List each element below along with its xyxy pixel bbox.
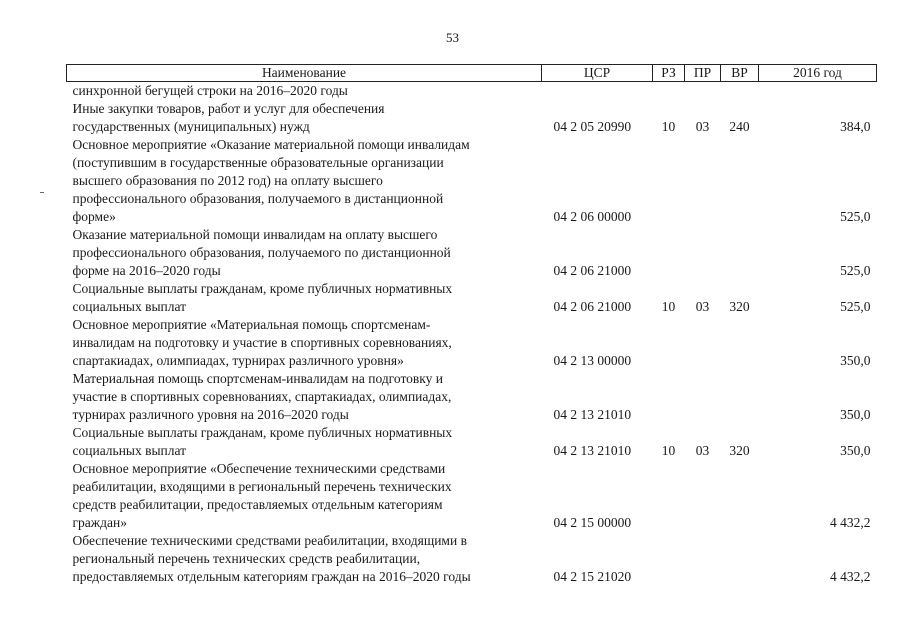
row-name-line: профессионального образования, получаемого по дистанционной (72, 245, 451, 260)
row-amount: 350,0 (840, 407, 871, 422)
row-vr (721, 226, 759, 280)
budget-table (66, 64, 877, 586)
table-row (67, 532, 877, 586)
row-vr (721, 532, 759, 586)
row-name-line: Основное мероприятие «Оказание материальной помощи инвалидам (72, 137, 470, 152)
row-pr (685, 226, 721, 280)
scan-artifact (40, 192, 44, 193)
row-vr (721, 316, 759, 370)
row-csr: 04 2 13 00000 (553, 353, 632, 368)
row-name (67, 100, 542, 136)
row-name (67, 136, 542, 226)
row-vr (721, 82, 759, 101)
row-name-line: профессионального образования, получаемого в дистанционной (72, 191, 444, 206)
row-name-line: форме на 2016–2020 годы (72, 263, 221, 278)
row-amount: 525,0 (840, 299, 871, 314)
row-name-line: форме» (72, 209, 116, 224)
row-vr: 320 (729, 443, 750, 458)
row-rz: 10 (661, 443, 676, 458)
row-amount: 384,0 (840, 119, 871, 134)
row-name-line: инвалидам на подготовку и участие в спортивных соревнованиях, (72, 335, 452, 350)
row-pr (685, 136, 721, 226)
row-pr (685, 532, 721, 586)
row-rz (653, 460, 685, 532)
row-name-line: Социальные выплаты гражданам, кроме публичных нормативных (72, 425, 453, 440)
row-vr (721, 370, 759, 424)
row-vr (721, 460, 759, 532)
row-name-line: социальных выплат (72, 299, 187, 314)
row-rz (653, 82, 685, 101)
row-name-line: синхронной бегущей строки на 2016–2020 годы (72, 83, 348, 98)
row-name-line: государственных (муниципальных) нужд (72, 119, 310, 134)
row-name-line: Обеспечение техническими средствами реабилитации, входящими в (72, 533, 467, 548)
row-name-line: граждан» (72, 515, 127, 530)
table-row (67, 280, 877, 316)
row-pr (685, 316, 721, 370)
row-vr (721, 136, 759, 226)
row-rz (653, 226, 685, 280)
row-csr: 04 2 15 00000 (553, 515, 632, 530)
header-rz: РЗ (653, 65, 685, 82)
row-rz (653, 316, 685, 370)
row-name (67, 424, 542, 460)
row-name-line: средств реабилитации, предоставляемых отдельным категориям (72, 497, 443, 512)
row-amount: 4 432,2 (830, 515, 871, 530)
row-amount: 4 432,2 (830, 569, 871, 584)
row-name-line: Основное мероприятие «Обеспечение техническими средствами (72, 461, 446, 476)
row-rz (653, 136, 685, 226)
row-name (67, 82, 542, 101)
row-vr: 240 (729, 119, 750, 134)
row-rz (653, 532, 685, 586)
header-csr: ЦСР (542, 65, 653, 82)
table-row (67, 100, 877, 136)
row-name-line: высшего образования по 2012 год) на оплату высшего (72, 173, 383, 188)
row-name (67, 460, 542, 532)
row-amount: 525,0 (840, 209, 871, 224)
table-row (67, 226, 877, 280)
row-amount: 350,0 (840, 353, 871, 368)
table-row (67, 424, 877, 460)
row-csr: 04 2 06 00000 (553, 209, 632, 224)
row-csr (542, 82, 653, 101)
row-csr: 04 2 13 21010 (553, 407, 632, 422)
table-row (67, 460, 877, 532)
row-pr (685, 370, 721, 424)
row-name-line: предоставляемых отдельным категориям граждан на 2016–2020 годы (72, 569, 471, 584)
row-name-line: Иные закупки товаров, работ и услуг для обеспечения (72, 101, 385, 116)
row-csr: 04 2 05 20990 (553, 119, 632, 134)
row-pr: 03 (695, 299, 710, 314)
row-name (67, 226, 542, 280)
row-name-line: Материальная помощь спортсменам-инвалидам на подготовку и (72, 371, 444, 386)
row-pr: 03 (695, 119, 710, 134)
row-rz: 10 (661, 299, 676, 314)
row-csr: 04 2 15 21020 (553, 569, 632, 584)
row-amount (759, 82, 877, 101)
table-header-row (67, 65, 877, 82)
row-name-line: региональный перечень технических средств реабилитации, (72, 551, 421, 566)
header-vr: ВР (721, 65, 759, 82)
row-pr: 03 (695, 443, 710, 458)
row-name (67, 370, 542, 424)
row-name-line: турнирах различного уровня на 2016–2020 годы (72, 407, 349, 422)
table-row (67, 370, 877, 424)
row-name-line: реабилитации, входящими в региональный перечень технических (72, 479, 452, 494)
row-rz (653, 370, 685, 424)
row-name-line: социальных выплат (72, 443, 187, 458)
row-name-line: участие в спортивных соревнованиях, спартакиадах, олимпиадах, (72, 389, 452, 404)
row-amount: 350,0 (840, 443, 871, 458)
row-pr (685, 460, 721, 532)
row-name (67, 280, 542, 316)
row-csr: 04 2 13 21010 (553, 443, 632, 458)
row-name-line: (поступившим в государственные образовательные организации (72, 155, 444, 170)
row-csr: 04 2 06 21000 (553, 263, 632, 278)
page-number: 53 (446, 30, 459, 45)
row-name (67, 316, 542, 370)
row-name-line: Оказание материальной помощи инвалидам на оплату высшего (72, 227, 438, 242)
row-amount: 525,0 (840, 263, 871, 278)
row-name-line: Социальные выплаты гражданам, кроме публичных нормативных (72, 281, 453, 296)
row-csr: 04 2 06 21000 (553, 299, 632, 314)
table-row (67, 316, 877, 370)
row-name-line: Основное мероприятие «Материальная помощь спортсменам- (72, 317, 431, 332)
table-row (67, 136, 877, 226)
header-pr: ПР (685, 65, 721, 82)
header-name: Наименование (67, 65, 542, 82)
header-year: 2016 год (759, 65, 877, 82)
row-vr: 320 (729, 299, 750, 314)
row-name-line: спартакиадах, олимпиадах, турнирах различного уровня» (72, 353, 404, 368)
row-rz: 10 (661, 119, 676, 134)
table-body (67, 82, 877, 587)
row-pr (685, 82, 721, 101)
table-row (67, 82, 877, 101)
row-name (67, 532, 542, 586)
